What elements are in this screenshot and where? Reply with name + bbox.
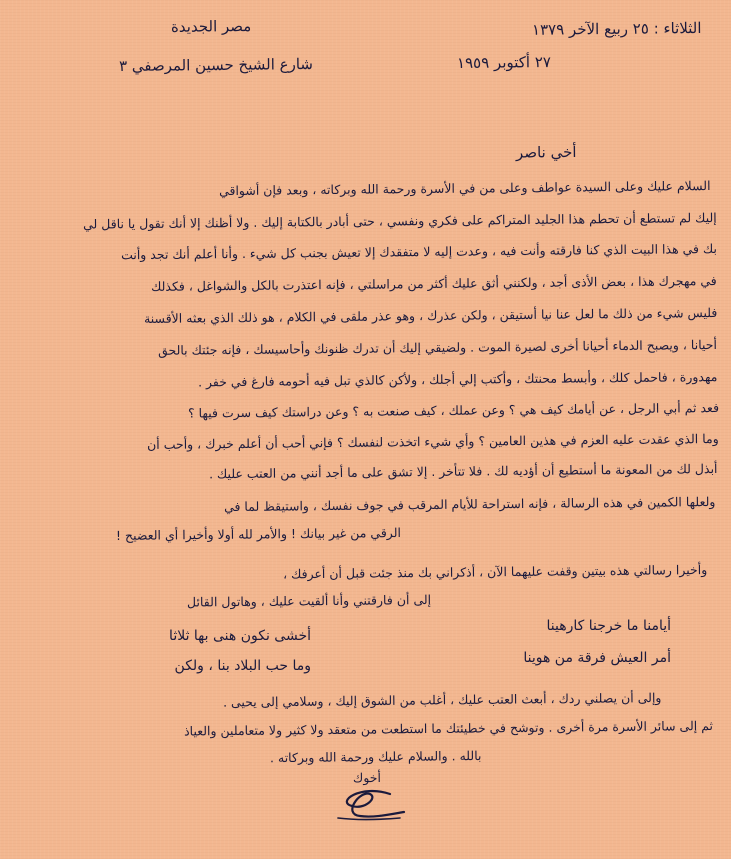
letter-line: مهدورة ، فاحمل كلك ، وأبسط محنتك ، وأكتب إلي أجلك ، ولأكن كالذي تبل فيه أحومه فارغ في خفر .	[197, 369, 718, 390]
letter-line: إليك لم تستطع أن تحطم هذا الجليد المتراكم على فكري ونفسي ، حتى أبادر بالكتابة إليك . ولا أظنك إلا أنك تقول يا ناقل لي	[83, 210, 718, 232]
verse-right-1: أخشى نكون هنى بها ثلاثا	[169, 628, 311, 644]
date-hijri: الثلاثاء : ٢٥ ربيع الآخر ١٣٧٩	[531, 19, 702, 39]
date-gregorian: ٢٧ أكتوبر ١٩٥٩	[456, 53, 552, 72]
letter-line: بالله . والسلام عليك ورحمة الله وبركاته .	[269, 748, 482, 766]
place-name: مصر الجديدة	[170, 17, 252, 36]
letter-line: أبذل لك من المعونة ما أستطيع أن أؤديه لك . فلا تتأخر . إلا تشق على ما أجد أنني من العتب عليك .	[208, 461, 718, 482]
salutation: أخي ناصر	[515, 143, 577, 162]
letter-line: فعد ثم أبي الرجل ، عن أيامك كيف هي ؟ وعن عملك ، كيف صنعت به ؟ وعن دراستك كيف سرت فيها ؟	[187, 400, 720, 421]
letter-line: في مهجرك هذا ، بعض الأذى أجد ، ولكنني أثق عليك أكثر من مراسلتي ، فإنه اعتذرت بالكل والشواغل ، فكذلك	[151, 273, 718, 294]
letter-line: فليس شيء من ذلك ما لعل عنا نيا أستيقن ، ولكن عذرك ، وهو عذر ملقى في الكلام ، هو ذلك الذي بعثه الأقسنة	[143, 305, 718, 327]
letter-line: السلام عليك وعلى السيدة عواطف وعلى من في الأسرة ورحمة الله وبركاته ، وبعد فإن أشواقي	[219, 178, 712, 199]
letter-line: وما الذي عقدت عليه العزم في هذين العامين ؟ وأي شيء اتخذت لنفسك ؟ فإني أحب أن أعلم خبرك ، وأحب أن	[147, 431, 720, 452]
letter-line: وإلى أن يصلني ردك ، أبعث العتب عليك ، أغلب من الشوق إليك ، وسلامي إلى يحيى .	[222, 690, 662, 710]
letter-line: ولعلها الكمين في هذه الرسالة ، فإنه استراحة للأيام المرقب في جوف نفسك ، واستيقظ لما في	[223, 494, 716, 515]
closing: أخوك	[352, 770, 382, 786]
letter-line: بك في هذا البيت الذي كنا فارقته وأنت فيه ، وعدت إليه لا متفقدك إلا تعيش بجنب كل شيء . وأنا أعلم أنك تجد وأنت	[120, 241, 718, 263]
verse-left-2: أمر العيش فرقة من هوينا	[523, 650, 671, 666]
letter-line: الرقي من غير بيانك ! والأمر لله أولا وأخيرا أي العضيح !	[115, 525, 402, 543]
letter-line: أحيانا ، ويصبح الدماء أحيانا أخرى لصيرة الموت . ولضيقي إليك أن تدرك ظنونك وأحاسيسك ، فإنه جئتك بالحق	[157, 337, 718, 358]
verse-right-2: وما حب البلاد بنا ، ولكن	[174, 658, 311, 674]
letter-line: إلى أن فارقتني وأنا ألقيت عليك ، وهاتول القائل	[186, 592, 432, 610]
letter-line: ثم إلى سائر الأسرة مرة أخرى . وتوشح في خطيئتك ما استطعت من متعقد ولا كثير ولا متعاملين والعياذ	[183, 718, 714, 739]
letter-line: وأخيرا رسالتي هذه بيتين وقفت عليهما الآن ، أذكراني بك منذ جئت قبل أن أعرفك ،	[282, 562, 708, 582]
signature-mark	[330, 784, 410, 828]
street-address: شارع الشيخ حسين المرصفي ٣	[118, 55, 314, 76]
verse-left-1: أيامنا ما خرجنا كارهينا	[546, 618, 671, 634]
